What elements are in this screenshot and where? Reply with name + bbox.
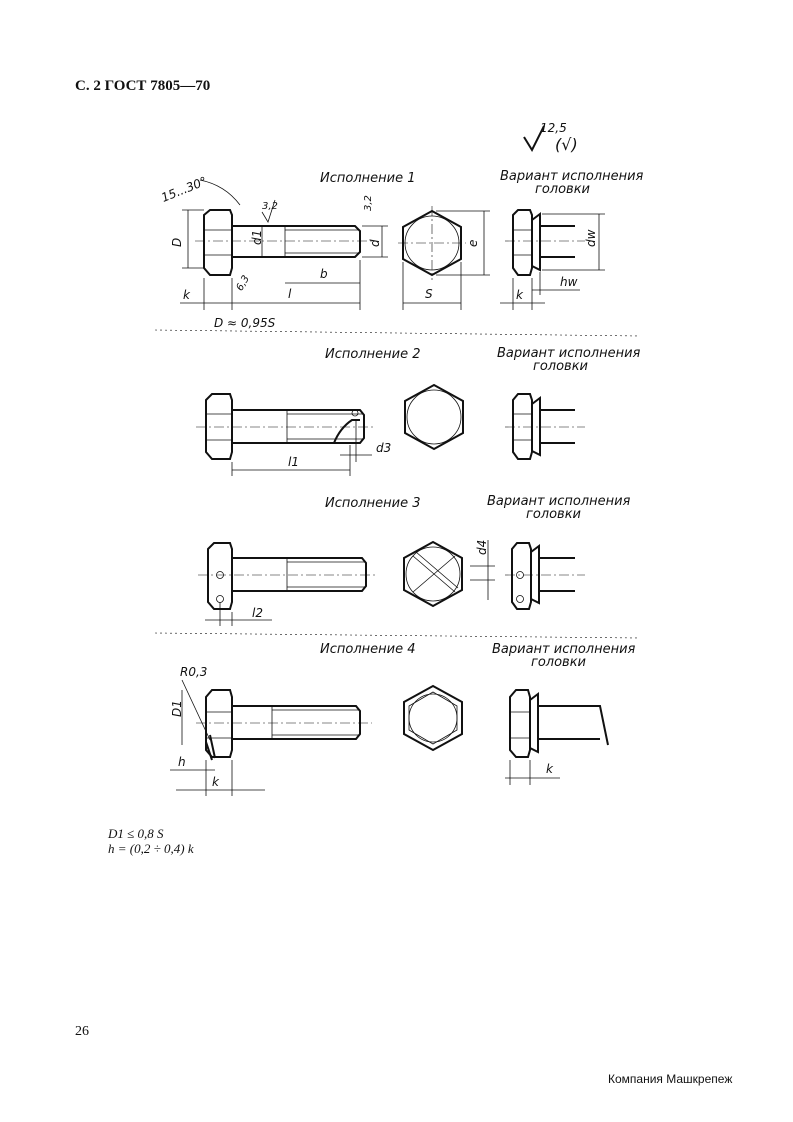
variant-4 bbox=[170, 642, 636, 796]
dim-D-approx: D ≈ 0,95S bbox=[214, 316, 276, 330]
formula-h: h = (0,2 ÷ 0,4) k bbox=[108, 841, 194, 856]
page-number: 26 bbox=[75, 1024, 89, 1039]
dim-R03: R0,3 bbox=[180, 665, 208, 679]
dim-k-4: k bbox=[212, 775, 219, 789]
head-variant-2 bbox=[505, 394, 585, 459]
variant-3-alt-title-2: головки bbox=[526, 507, 582, 522]
hex-end-view-1 bbox=[398, 206, 490, 310]
variant-3-title: Исполнение 3 bbox=[325, 496, 421, 511]
dim-k-head-4: k bbox=[546, 762, 553, 776]
dim-dw: dw bbox=[584, 229, 598, 247]
roughness-symbol bbox=[524, 121, 578, 154]
dim-d: d bbox=[368, 239, 382, 247]
dim-angle: 15...30° bbox=[159, 173, 209, 205]
dim-l1: l1 bbox=[288, 455, 299, 469]
company-name: Компания Машкрепеж bbox=[608, 1072, 733, 1086]
bolt-side-view-1 bbox=[159, 174, 388, 330]
head-variant-3 bbox=[505, 543, 585, 609]
dim-h: h bbox=[178, 755, 186, 769]
rough-32-a: 3,2 bbox=[262, 201, 278, 212]
variant-4-title: Исполнение 4 bbox=[320, 642, 416, 657]
variant-3 bbox=[155, 494, 640, 638]
dim-l2: l2 bbox=[252, 606, 263, 620]
hex-end-view-4 bbox=[404, 686, 462, 750]
head-variant-4 bbox=[505, 690, 608, 785]
dim-k-head: k bbox=[516, 288, 523, 302]
dim-d3: d3 bbox=[376, 441, 392, 455]
variant-1-title: Исполнение 1 bbox=[320, 171, 416, 186]
hex-end-view-3 bbox=[404, 540, 495, 606]
dim-d1: d1 bbox=[250, 229, 264, 245]
rough-63: 6,3 bbox=[234, 273, 253, 293]
variant-4-alt-title-2: головки bbox=[531, 655, 587, 670]
variant-2 bbox=[196, 346, 641, 476]
roughness-value: 12,5 bbox=[540, 121, 567, 135]
variant-1 bbox=[155, 169, 644, 336]
formula-D1: D1 ≤ 0,8 S bbox=[108, 826, 164, 841]
variant-3-alt-title-1: Вариант исполнения bbox=[487, 494, 631, 509]
bolt-side-view-4 bbox=[170, 665, 372, 796]
variant-4-alt-title-1: Вариант исполнения bbox=[492, 642, 636, 657]
variant-1-alt-title-2: головки bbox=[535, 182, 591, 197]
dim-d4: d4 bbox=[475, 539, 489, 555]
dim-e: e bbox=[466, 239, 480, 247]
head-variant-1 bbox=[500, 210, 605, 310]
variant-2-title: Исполнение 2 bbox=[325, 347, 421, 362]
dim-b: b bbox=[320, 267, 328, 281]
bolt-side-view-3 bbox=[198, 543, 378, 626]
dim-l: l bbox=[288, 287, 292, 301]
dim-k: k bbox=[183, 288, 190, 302]
dim-S: S bbox=[425, 287, 433, 301]
variant-2-alt-title-1: Вариант исполнения bbox=[497, 346, 641, 361]
dim-D: D bbox=[170, 237, 184, 247]
dim-D1: D1 bbox=[170, 700, 184, 717]
variant-2-alt-title-2: головки bbox=[533, 359, 589, 374]
page-header: С. 2 ГОСТ 7805—70 bbox=[75, 78, 211, 94]
variant-1-alt-title-1: Вариант исполнения bbox=[500, 169, 644, 184]
bolt-side-view-2 bbox=[196, 394, 391, 476]
roughness-extra: (√) bbox=[555, 135, 578, 154]
rough-32-b: 3,2 bbox=[363, 195, 374, 211]
hex-end-view-2 bbox=[405, 385, 463, 449]
dim-hw: hw bbox=[560, 275, 578, 289]
